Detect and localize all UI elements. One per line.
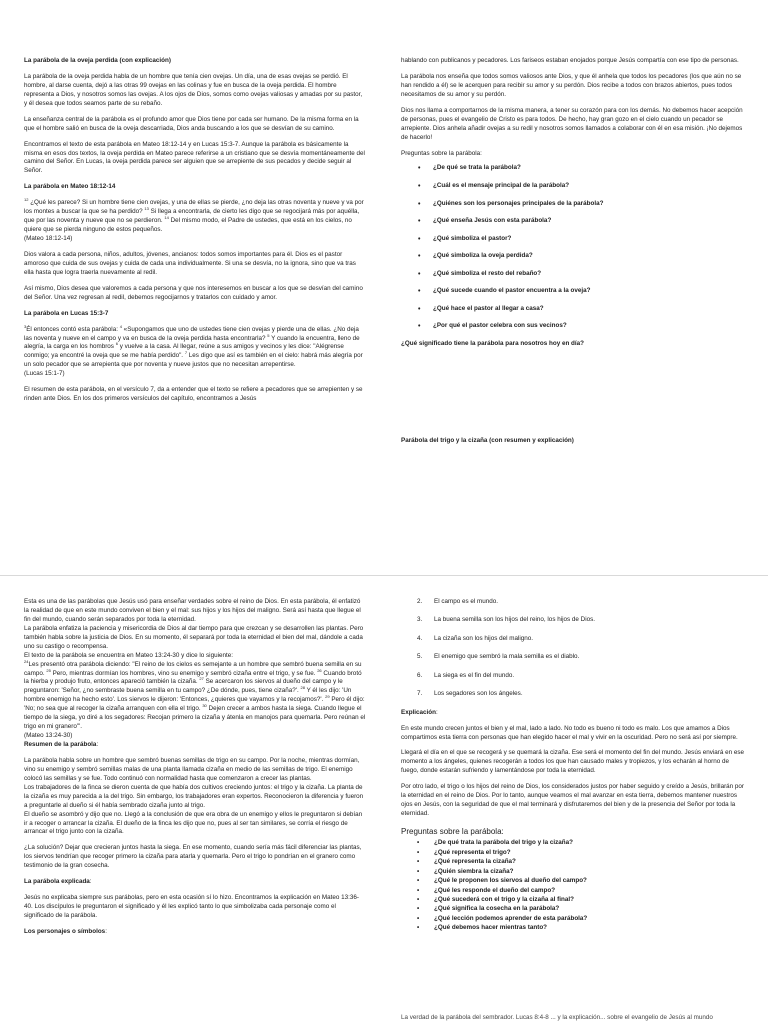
questions-heading: Preguntas sobre la parábola: [401, 149, 482, 157]
verse-text: Si llega a encontrarla, de cierto les digo que se regocijará más por aquélla, que por las noventa y nueve que no se perdieron. [24, 208, 360, 225]
paragraph: Esta es una de las parábolas que Jesús usó para enseñar verdades sobre el reino de Dios. En esta parábola, él enfatizó la realidad de que en este mundo conviven el bien y el mal: sus hijos y los hijos del maligno. Será así hasta que llegue el fin del mundo, cuando serán separados por toda la eternidad. [24, 598, 361, 623]
verse-number: 4 [119, 323, 122, 329]
list-item: • ¿Qué enseña Jesús con esta parábola? [401, 217, 746, 226]
paragraph: La parábola habla sobre un hombre que sembró buenas semillas de trigo en su campo. Por la noche, mientras dormían, vino su enemigo y sembró semillas malas de una planta llamada cizaña en medio de las semillas de trigo. El enemigo colocó las semillas y se fue. Todo continuó con normalidad hasta que comenzaron a crecer las plantas. [24, 756, 360, 782]
list-item: • ¿Quiénes son los personajes principales de la parábola? [401, 200, 746, 209]
colon: : [105, 927, 107, 935]
list-item [401, 598, 746, 607]
list-item [401, 653, 746, 662]
list-number: 3. [417, 616, 423, 624]
verse-number: 13 [144, 206, 149, 212]
bible-passage-lucas [24, 323, 366, 380]
list-item: • ¿Cuál es el mensaje principal de la parábola? [401, 182, 746, 191]
list-item: • ¿Qué lección podemos aprender de esta parábola? [401, 915, 746, 924]
paragraph: El resumen de esta parábola, en el versículo 7, da a entender que el texto se refiere a pecadores que se arrepienten y se rinden ante Dios. En los dos primeros versículos del capítulo, encontramos a Jesús [24, 386, 363, 403]
list-item: • ¿De qué se trata la parábola? [401, 164, 746, 173]
paragraph: Dios nos llama a comportarnos de la misma manera, a tener su corazón para con los demás. No debemos hacer acepción de personas, pues el evangelio de Cristo es para todos. De hecho, hay gran gozo en el cielo cuando un pecador se arrepiente. Dios anhela añadir ovejas a su redil y nosotros somos llamados a colaborar con él en esa misión. ¡No dejemos de hacerlo! [401, 106, 743, 141]
paragraph: La parábola enfatiza la paciencia y misericordia de Dios al dar tiempo para que crezcan y se desarrollen las plantas. Pero también habla sobre la justicia de Dios. En su momento, él separará por toda la eternidad el bien del mal, dándole a cada uno su castigo o recompensa. [24, 624, 364, 650]
paragraph: Encontramos el texto de esta parábola en Mateo 18:12-14 y en Lucas 15:3-7. Aunque la parábola es básicamente la misma en esos dos textos, la oveja perdida en Mateo parece referirse a un cristiano que se desvía momentáneamente del camino del Señor. En Lucas, la oveja perdida parece ser alguien que se arrepiente de sus pecados y decide seguir al Señor. [24, 140, 365, 175]
list-item: • ¿Qué les responde el dueño del campo? [401, 887, 746, 896]
colon: : [96, 741, 99, 748]
subheading-text: La parábola explicada [24, 878, 90, 886]
passage-reference: (Mateo 13:24-30) [24, 732, 73, 740]
list-number: 7. [417, 690, 423, 698]
verse-number: 24 [24, 658, 29, 664]
verse-text: y vuelve a la casa. Al llegar, reúne a sus amigos y vecinos y les dice: "Alégrense conmigo; ya encontré la oveja que se me había perdido". [24, 343, 344, 360]
list-item [401, 672, 746, 681]
verse-text: Les digo que así es también en el cielo: habrá más alegría por un solo pecador que se arrepienta que por noventa y nueve justos que no necesitan arrepentirse. [24, 352, 363, 369]
list-item: • ¿Qué significa la cosecha en la parábola? [401, 905, 746, 914]
subheading-resumen [24, 741, 366, 750]
list-text: La buena semilla son los hijos del reino, los hijos de Dios. [434, 616, 596, 624]
bible-passage-trigo [24, 658, 366, 733]
verse-number: 12 [24, 197, 29, 203]
list-item: • ¿Qué representa la cizaña? [401, 858, 746, 867]
list-item: • ¿Quién siembra la cizaña? [401, 868, 746, 877]
verse-number: 27 [199, 676, 204, 682]
subheading-text: Los personajes o símbolos [24, 927, 106, 935]
colon: : [89, 878, 92, 886]
paragraph: ¿La solución? Dejar que crecieran juntos hasta la siega. En ese momento, cuando sería más fácil diferenciar las plantas, los siervos tendrían que recoger primero la cizaña para atarla y quemarla. Pero el trigo lo pondrían en el granero como testimonio de la gran cosecha. [24, 844, 362, 870]
verse-text: ¿Qué les parece? Si un hombre tiene cien ovejas, y una de ellas se pierde, ¿no deja las otras noventa y nueve y va por los montes a buscar la que se ha perdido? [24, 199, 364, 216]
paragraph: hablando con publicanos y pecadores. Los fariseos estaban enojados porque Jesús compartía con ese tipo de personas. [401, 57, 739, 64]
page2-left-column [24, 598, 366, 937]
list-item [401, 616, 746, 625]
paragraph: Jesús no explicaba siempre sus parábolas, pero en esta ocasión sí lo hizo. Encontramos la explicación en Mateo 13:36-40. Los discípulos le preguntaron el significado y él les explicó tanto lo que simbolizaba cada personaje como el significado de la parábola. [24, 894, 359, 919]
verse-number: 25 [46, 667, 51, 673]
document-page-2 [0, 576, 768, 1024]
paragraph: Así mismo, Dios desea que valoremos a cada persona y que nos interesemos en buscar a los que se desvían del camino del Señor. Una vez regresan al redil, debemos regocijarnos y tratarlos con cuidado y amor. [24, 284, 363, 301]
verse-number: 30 [202, 703, 207, 709]
subheading-text: Explicación [401, 708, 436, 716]
verse-text: Les presentó otra parábola diciendo: "El reino de los cielos es semejante a un hombre que sembró buena semilla en su campo. [24, 660, 362, 677]
paragraph: La parábola nos enseña que todos somos valiosos ante Dios, y que él anhela que todos los pecadores (los que aún no se han rendido a él) se le acerquen para recibir su amor y su perdón. Dios recibe a todos con brazos abiertos, pues todos necesitamos de su amor y su perdón. [401, 72, 742, 98]
section-title-trigo: Parábola del trigo y la cizaña (con resumen y explicación) [401, 436, 574, 444]
paragraph: El dueño se asombró y dijo que no. Llegó a la conclusión de que era obra de un enemigo y ellos le preguntaron si debían ir a recoger o arrancar la cizaña. El dueño de la finca les dijo que no, pues al ser tan similares, se corría el riesgo de arrancar el trigo junto con la cizaña. [24, 810, 363, 836]
verse-text: Y él les dijo: 'Un hombre enemigo ha hecho esto'. Los siervos le dijeron: 'Entonces, ¿quieres que vayamos y la recojamos?'. [24, 687, 352, 704]
cut-off-text: La verdad de la parábola del sembrador. Lucas 8:4-8 ... y la explicación... sobre el evangelio de Jesús al mundo [401, 1014, 713, 1021]
verse-number: 5 [267, 332, 270, 338]
list-item: • ¿Qué representa el trigo? [401, 849, 746, 858]
verse-text: Dejen crecer a ambos hasta la siega. Cuando llegue el tiempo de la siega, yo diré a los segadores: Recojan primero la cizaña y átenla en manojos para quemarla. Pero reúnan el trigo en mi granero'". [24, 705, 366, 731]
verse-number: 26 [317, 667, 322, 673]
subheading-text: Resumen de la parábola [24, 741, 97, 748]
list-text: El campo es el mundo. [434, 598, 499, 605]
verse-number: 6 [115, 341, 118, 347]
list-item [401, 690, 746, 699]
verse-number: 7 [184, 350, 188, 356]
list-item: • ¿Qué simboliza el resto del rebaño? [401, 270, 746, 279]
verse-text: Cuando brotó la hierba y produjo fruto, entonces apareció también la cizaña. [24, 669, 362, 686]
verse-text: Se acercaron los siervos al dueño del campo y le preguntaron: 'Señor, ¿no sembraste buena semilla en tu campo? ¿De dónde, pues, tiene cizaña?'. [24, 678, 343, 695]
page1-right-column [401, 57, 746, 453]
page2-right-column [401, 598, 746, 934]
passage-reference: (Lucas 15:1-7) [24, 370, 65, 378]
paragraph: Dios valora a cada persona, niños, adultos, jóvenes, ancianos: todos somos importantes para él. Dios es el pastor amoroso que cuida de sus ovejas y cuida de cada una individualmente. Si una se desvía, no la ignora, sino que va tras ella hasta que logra traerla nuevamente al redil. [24, 250, 356, 276]
verse-text: Pero él dijo: 'No; no sea que al recoger la cizaña arranquen con ella el trigo. [24, 696, 365, 713]
verse-text: Del mismo modo, el Padre de ustedes, que está en los cielos, no quiere que se pierda ninguno de estos pequeños. [24, 217, 352, 234]
paragraph: La enseñanza central de la parábola es el profundo amor que Dios tiene por cada ser humano. De la misma forma en la que el hombre salió en busca de la oveja descarriada, Dios anda buscando a los que se desvían de su camino. [24, 115, 359, 132]
list-number: 2. [417, 598, 423, 605]
list-item: • ¿De qué trata la parábola del trigo y la cizaña? [401, 839, 746, 848]
page1-left-column [24, 57, 366, 411]
list-text: La siega es el fin del mundo. [434, 671, 515, 679]
paragraph: La parábola de la oveja perdida habla de un hombre que tenía cien ovejas. Un día, una de esas ovejas se perdió. El hombre, al darse cuenta, dejó a las otras 99 ovejas en las colinas y fue en busca de la oveja perdida. El hombre representa a Dios, y nosotros somos las ovejas. A los ojos de Dios, somos como ovejas valiosas y amadas por su pastor, y él desea que todos seamos parte de su rebaño. [24, 72, 363, 107]
verse-number: 29 [325, 694, 330, 700]
verse-number: 14 [164, 215, 169, 221]
subheading-mateo: La parábola en Mateo 18:12-14 [24, 183, 116, 191]
passage-reference: (Mateo 18:12-14) [24, 235, 73, 242]
final-question: ¿Qué significado tiene la parábola para nosotros hoy en día? [401, 339, 584, 347]
list-number: 6. [417, 671, 423, 679]
list-number: 5. [417, 653, 423, 661]
list-item: • ¿Qué sucederá con el trigo y la cizaña al final? [401, 896, 746, 905]
questions-list [401, 164, 746, 331]
list-item: • ¿Por qué el pastor celebra con sus vecinos? [401, 322, 746, 331]
bible-passage-mateo [24, 199, 366, 244]
list-item: • ¿Qué debemos hacer mientras tanto? [401, 924, 746, 933]
paragraph: Llegará el día en el que se recogerá y se quemará la cizaña. Ese será el momento del fin del mundo. Jesús enviará en ese momento a los ángeles, quienes recogerán a todos los que han causado males y tropiezos, y los echarán al horno de fuego, donde estarán sufriendo y lamentándose por toda la eternidad. [401, 749, 745, 775]
subheading-explicacion [401, 709, 746, 718]
verse-text: Pero, mientras dormían los hombres, vino su enemigo y sembró cizaña entre el trigo, y se fue. [50, 669, 318, 677]
verse-text: «Supongamos que uno de ustedes tiene cien ovejas y pierde una de ellas. ¿No deja las noventa y nueve en el campo y va en busca de la oveja perdida hasta encontrarla? [24, 325, 359, 342]
verse-number: 3 [24, 323, 27, 329]
paragraph: Por otro lado, el trigo o los hijos del reino de Dios, los considerados justos por haber seguido y creído a Jesús, brillarán por la eternidad en el reino de Dios. Por lo tanto, aunque veamos el mal avanzar en esta tierra, debemos mantener nuestros ojos en Jesús, con la seguridad de que el mal terminará y disfrutaremos del bien y de la presencia del Señor por toda la eternidad. [401, 783, 745, 818]
subheading-lucas: La parábola en Lucas 15:3-7 [24, 309, 109, 317]
verse-number: 28 [300, 685, 305, 691]
paragraph: Los trabajadores de la finca se dieron cuenta de que había dos cultivos creciendo juntos: el trigo y la cizaña. La planta de la cizaña es muy parecida a la del trigo. Sin embargo, los trabajadores eran expertos. Reconocieron la diferencia y fueron a preguntarle al dueño si él había sembrado cizaña junto al trigo. [24, 783, 364, 809]
verse-text: Y cuando la encuentra, lleno de alegría, la carga en los hombros [24, 334, 360, 351]
list-text: La cizaña son los hijos del maligno. [434, 634, 534, 642]
list-item: • ¿Qué simboliza la oveja perdida? [401, 252, 746, 261]
paragraph: En este mundo crecen juntos el bien y el mal, lado a lado. No todo es bueno ni todo es malo. Los que amamos a Dios compartimos esta tierra con personas que han elegido hacer el mal y vivir en la oscuridad. Pero no será así por siempre. [401, 724, 738, 741]
list-text: El enemigo que sembró la mala semilla es el diablo. [434, 653, 580, 661]
section-title-oveja: La parábola de la oveja perdida (con explicación) [24, 57, 171, 64]
paragraph: El texto de la parábola se encuentra en Mateo 13:24-30 y dice lo siguiente: [24, 651, 233, 659]
subheading-explicada [24, 878, 366, 887]
list-item [401, 635, 746, 644]
symbols-list [401, 598, 746, 699]
list-text: Los segadores son los ángeles. [434, 690, 523, 698]
questions-heading: Preguntas sobre la parábola: [401, 827, 504, 836]
colon: : [436, 708, 438, 716]
questions-list [401, 839, 746, 933]
verse-text: Él entonces contó esta parábola: [26, 325, 120, 333]
subheading-personajes [24, 928, 366, 937]
list-item: • ¿Qué le proponen los siervos al dueño del campo? [401, 877, 746, 886]
list-number: 4. [417, 634, 423, 642]
list-item: • ¿Qué sucede cuando el pastor encuentra a la oveja? [401, 287, 746, 296]
list-item: • ¿Qué hace el pastor al llegar a casa? [401, 305, 746, 314]
list-item: • ¿Qué simboliza el pastor? [401, 235, 746, 244]
